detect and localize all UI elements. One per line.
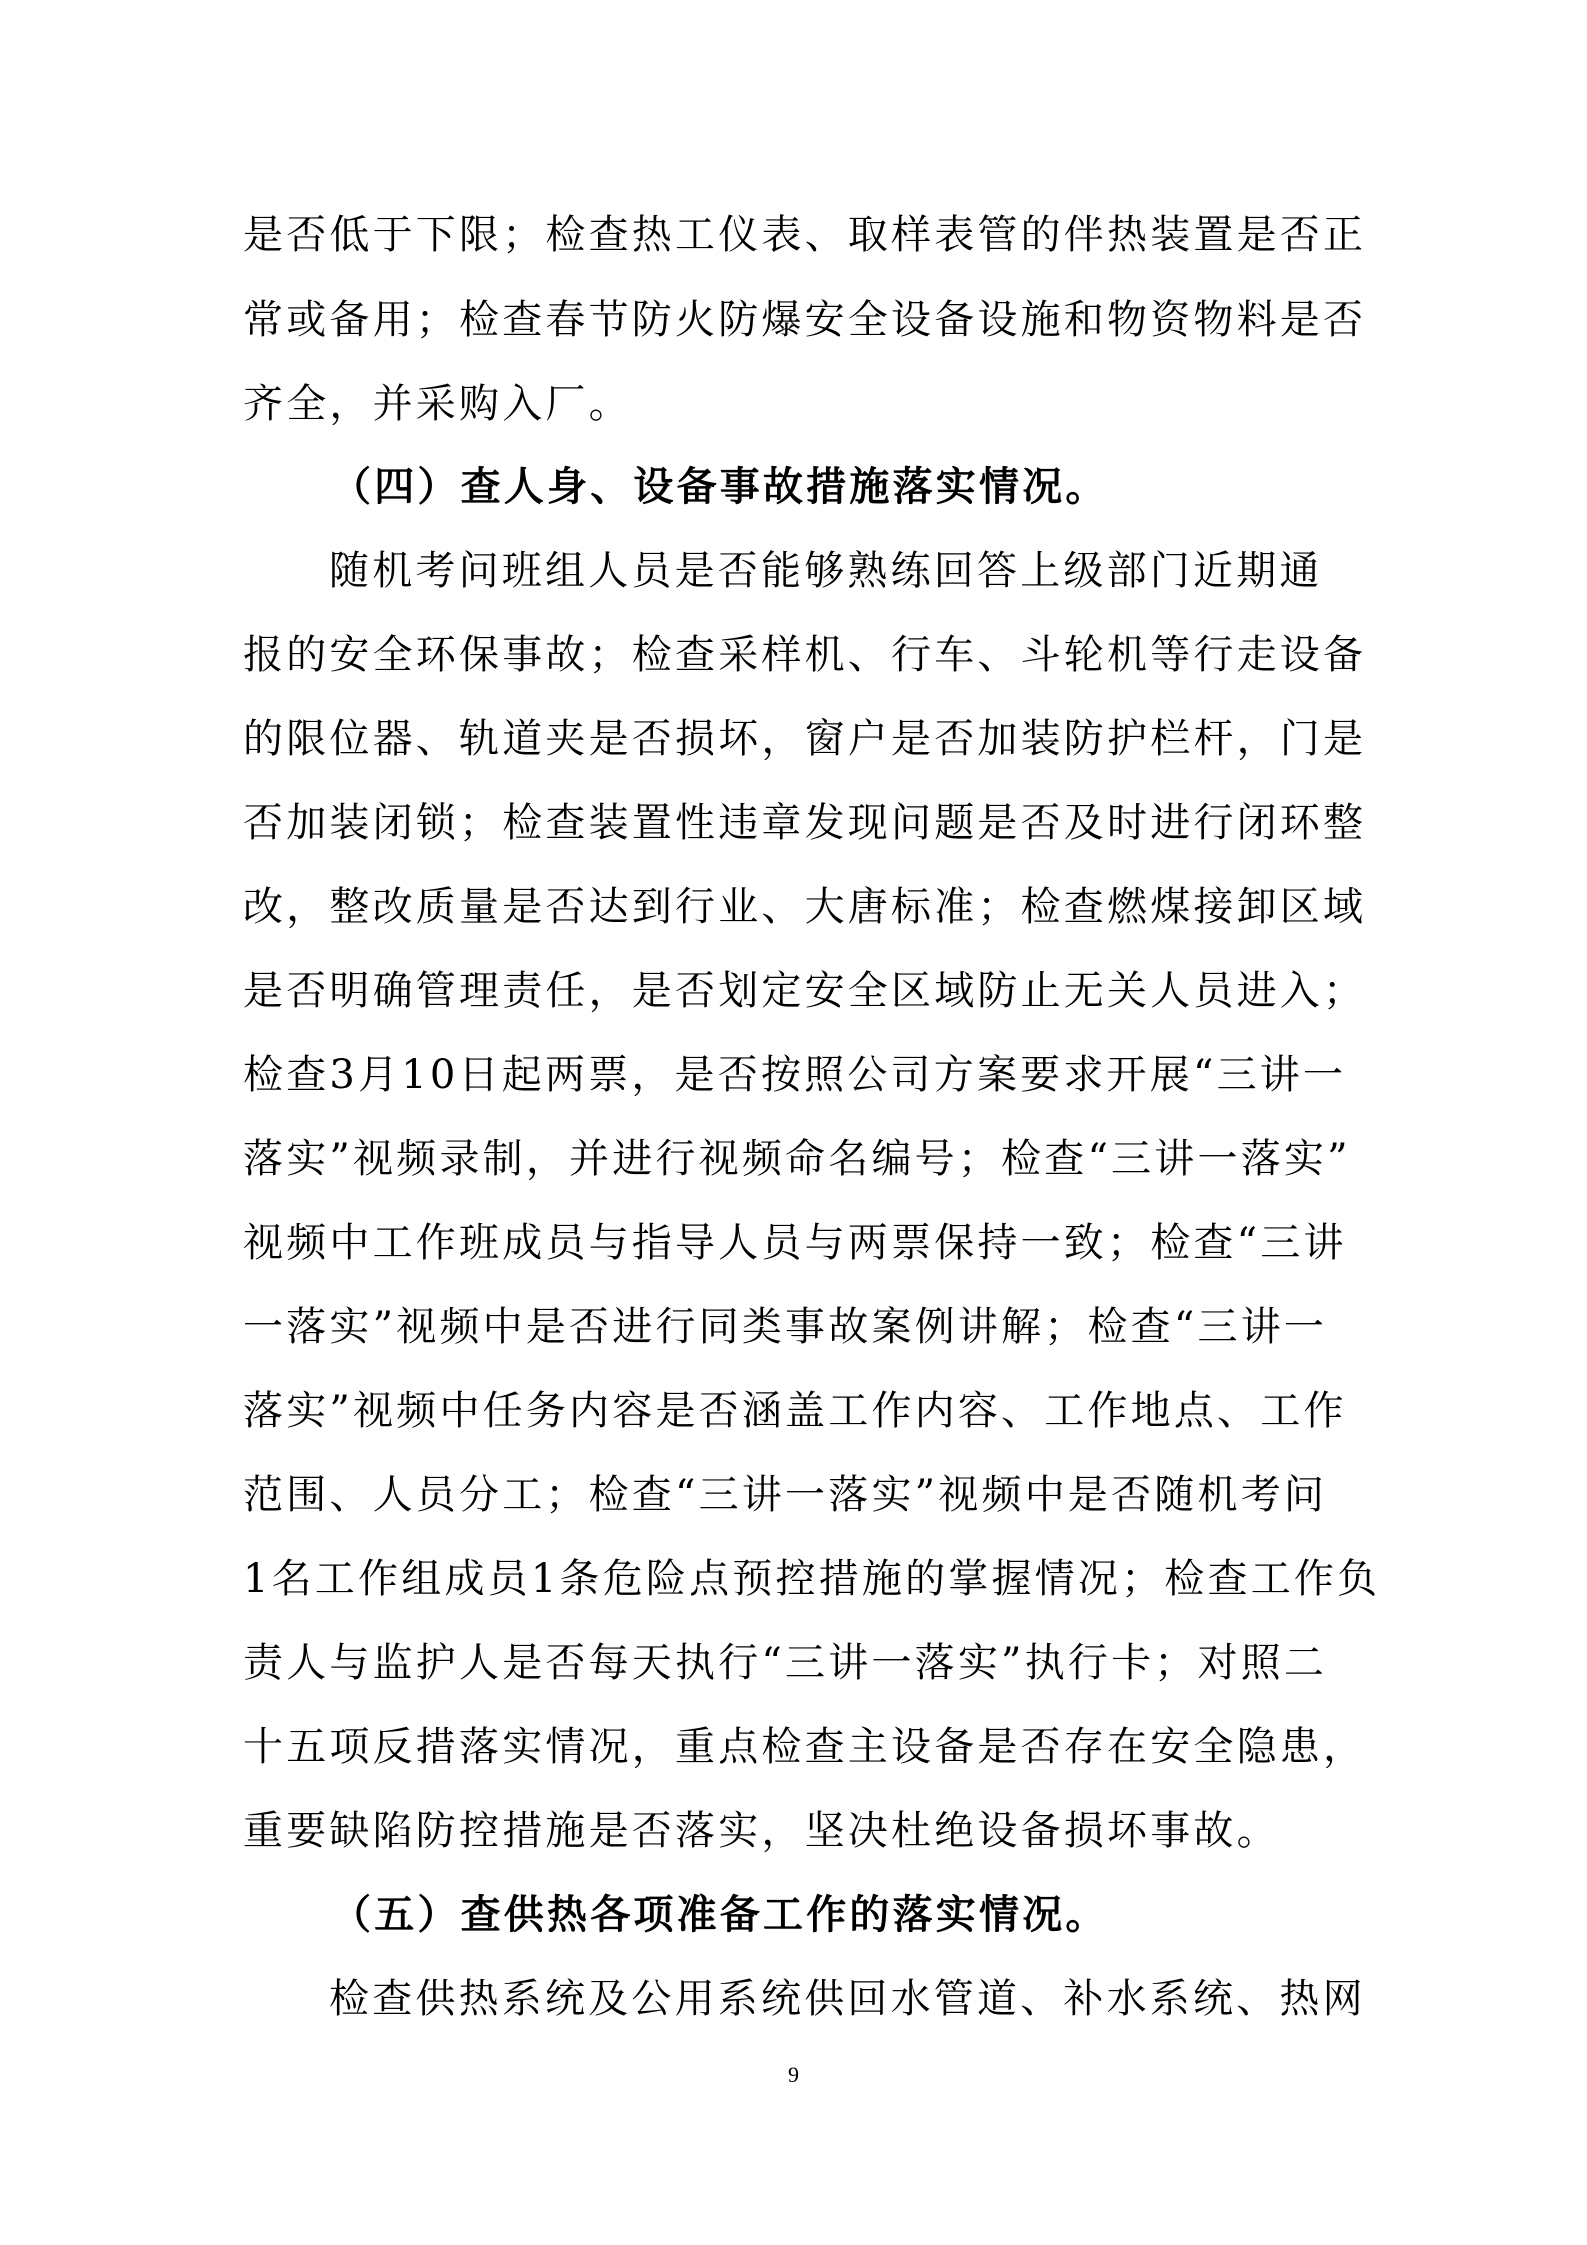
text-line: 责人与监护人是否每天执行“三讲一落实”执行卡；对照二 <box>243 1640 1328 1686</box>
text-line: 落实”视频中任务内容是否涵盖工作内容、工作地点、工作 <box>243 1388 1347 1434</box>
text-line: 随机考问班组人员是否能够熟练回答上级部门近期通 <box>329 548 1323 594</box>
text-line: 否加装闭锁；检查装置性违章发现问题是否及时进行闭环整 <box>243 800 1367 846</box>
text-line: 一落实”视频中是否进行同类事故案例讲解；检查“三讲一 <box>243 1304 1328 1350</box>
text-line: 1名工作组成员1条危险点预控措施的掌握情况；检查工作负 <box>243 1556 1381 1602</box>
text-line: 是否低于下限；检查热工仪表、取样表管的伴热装置是否正 <box>243 212 1367 258</box>
text-line: 检查3月10日起两票，是否按照公司方案要求开展“三讲一 <box>243 1052 1347 1098</box>
section-heading-5: （五）查供热各项准备工作的落实情况。 <box>331 1891 1109 1938</box>
text-line: 报的安全环保事故；检查采样机、行车、斗轮机等行走设备 <box>243 632 1367 678</box>
section-heading-4: （四）查人身、设备事故措施落实情况。 <box>331 463 1109 510</box>
text-line: 改，整改质量是否达到行业、大唐标准；检查燃煤接卸区域 <box>243 884 1367 930</box>
text-line: 范围、人员分工；检查“三讲一落实”视频中是否随机考问 <box>243 1472 1328 1518</box>
text-line: 是否明确管理责任，是否划定安全区域防止无关人员进入； <box>243 968 1367 1014</box>
text-line: 常或备用；检查春节防火防爆安全设备设施和物资物料是否 <box>243 297 1367 343</box>
text-line: 十五项反措落实情况，重点检查主设备是否存在安全隐患， <box>243 1724 1367 1770</box>
text-line: 视频中工作班成员与指导人员与两票保持一致；检查“三讲 <box>243 1220 1347 1266</box>
text-line: 重要缺陷防控措施是否落实，坚决杜绝设备损坏事故。 <box>243 1808 1280 1854</box>
text-line: 检查供热系统及公用系统供回水管道、补水系统、热网 <box>329 1976 1366 2022</box>
page-number: 9 <box>788 2062 799 2087</box>
text-line: 的限位器、轨道夹是否损坏，窗户是否加装防护栏杆，门是 <box>243 716 1367 762</box>
text-line: 落实”视频录制，并进行视频命名编号；检查“三讲一落实” <box>243 1136 1351 1182</box>
text-line: 齐全，并采购入厂。 <box>243 381 632 427</box>
